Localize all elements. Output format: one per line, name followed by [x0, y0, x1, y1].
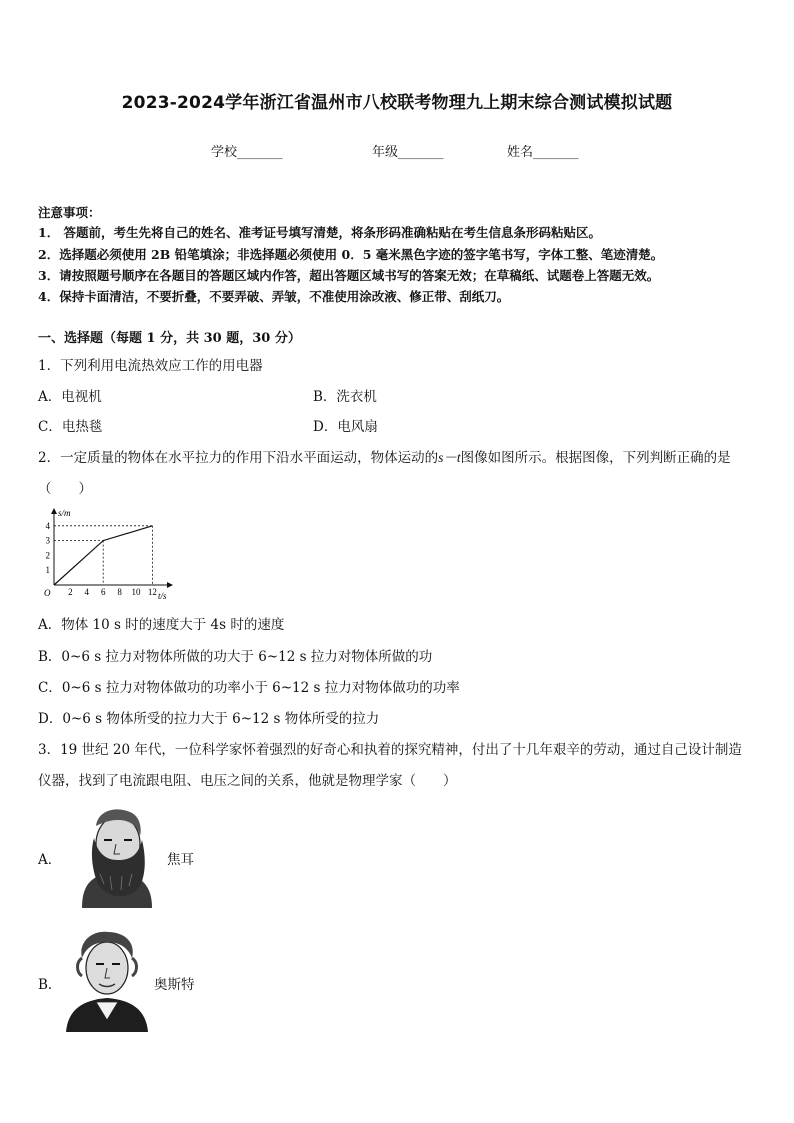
page-title: 2023-2024学年浙江省温州市八校联考物理九上期末综合测试模拟试题 — [121, 93, 673, 113]
x-tick-label: 8 — [117, 587, 122, 597]
q1-option-d: D．电风扇 — [313, 419, 378, 435]
st-graph — [38, 503, 178, 603]
note-item: 4．保持卡面清洁，不要折叠，不要弄破、弄皱，不准使用涂改液、修正带、刮纸刀。 — [38, 289, 510, 304]
note-item: 1． 答题前，考生先将自己的姓名、准考证号填写清楚，将条形码准确粘贴在考生信息条形码粘贴区。 — [38, 225, 602, 240]
q3-option-b-label: B． — [38, 977, 62, 993]
x-tick-label: 2 — [68, 587, 73, 597]
q2-stem-text-end: 图像如图所示。根据图像，下列判断正确的是 — [460, 450, 731, 466]
origin-label: O — [44, 588, 51, 598]
section-heading: 一、选择题（每题 1 分，共 30 题，30 分） — [38, 331, 301, 346]
q2-option-d: D．0~6 s 物体所受的拉力大于 6~12 s 物体所受的拉力 — [38, 711, 380, 727]
y-tick-label: 3 — [45, 535, 50, 546]
question-1-stem: 1．下列利用电流热效应工作的用电器 — [38, 358, 263, 374]
q1-option-b: B．洗衣机 — [313, 389, 377, 405]
q3-option-b-name: 奥斯特 — [154, 977, 195, 993]
question-3-stem-line-1: 3．19 世纪 20 年代，一位科学家怀着强烈的好奇心和执着的探究精神，付出了十几年艰辛的劳动，通过自己设计制造 — [38, 742, 742, 758]
q2-option-c: C．0~6 s 拉力对物体做功的功率小于 6~12 s 拉力对物体做功的功率 — [38, 680, 460, 696]
x-tick-label: 4 — [84, 587, 90, 597]
portrait-oersted — [62, 928, 152, 1032]
school-field: 学校_______ — [211, 145, 283, 160]
x-tick-label: 12 — [147, 587, 157, 597]
y-tick-label: 2 — [45, 550, 50, 561]
q1-option-a: A．电视机 — [38, 389, 102, 405]
note-item: 3．请按照题号顺序在各题目的答题区域内作答，超出答题区域书写的答案无效；在草稿纸、试题卷上答题无效。 — [38, 268, 660, 283]
q3-option-a-label: A． — [38, 852, 62, 868]
grade-field: 年级_______ — [372, 145, 444, 160]
q2-option-a: A．物体 10 s 时的速度大于 4s 时的速度 — [38, 617, 285, 633]
y-tick-label: 1 — [45, 565, 50, 576]
x-axis-label: t/s — [158, 591, 167, 601]
question-2-stem — [38, 446, 731, 466]
q3-option-a-name: 焦耳 — [167, 852, 194, 868]
q2-answer-paren: （ ） — [38, 481, 92, 497]
portrait-joule — [68, 804, 164, 908]
x-tick-label: 10 — [131, 587, 141, 597]
y-axis-label: s/m — [58, 508, 71, 518]
q2-stem-variable: s－t — [438, 450, 461, 465]
note-item: 2．选择题必须使用 2B 铅笔填涂；非选择题必须使用 0．5 毫米黑色字迹的签字笔书写，字体工整、笔迹清楚。 — [38, 247, 664, 262]
series-line-0 — [54, 526, 152, 585]
notes-heading: 注意事项： — [38, 205, 101, 220]
name-field: 姓名_______ — [507, 145, 579, 160]
y-tick-label: 4 — [45, 520, 50, 531]
x-tick-label: 6 — [100, 587, 106, 597]
q2-stem-text: 2．一定质量的物体在水平拉力的作用下沿水平面运动，物体运动的 — [38, 450, 439, 466]
question-3-stem-line-2: 仪器，找到了电流跟电阻、电压之间的关系，他就是物理学家（ ） — [38, 773, 457, 789]
q1-option-c: C．电热毯 — [38, 419, 103, 435]
q2-option-b: B．0~6 s 拉力对物体所做的功大于 6~12 s 拉力对物体所做的功 — [38, 649, 433, 665]
